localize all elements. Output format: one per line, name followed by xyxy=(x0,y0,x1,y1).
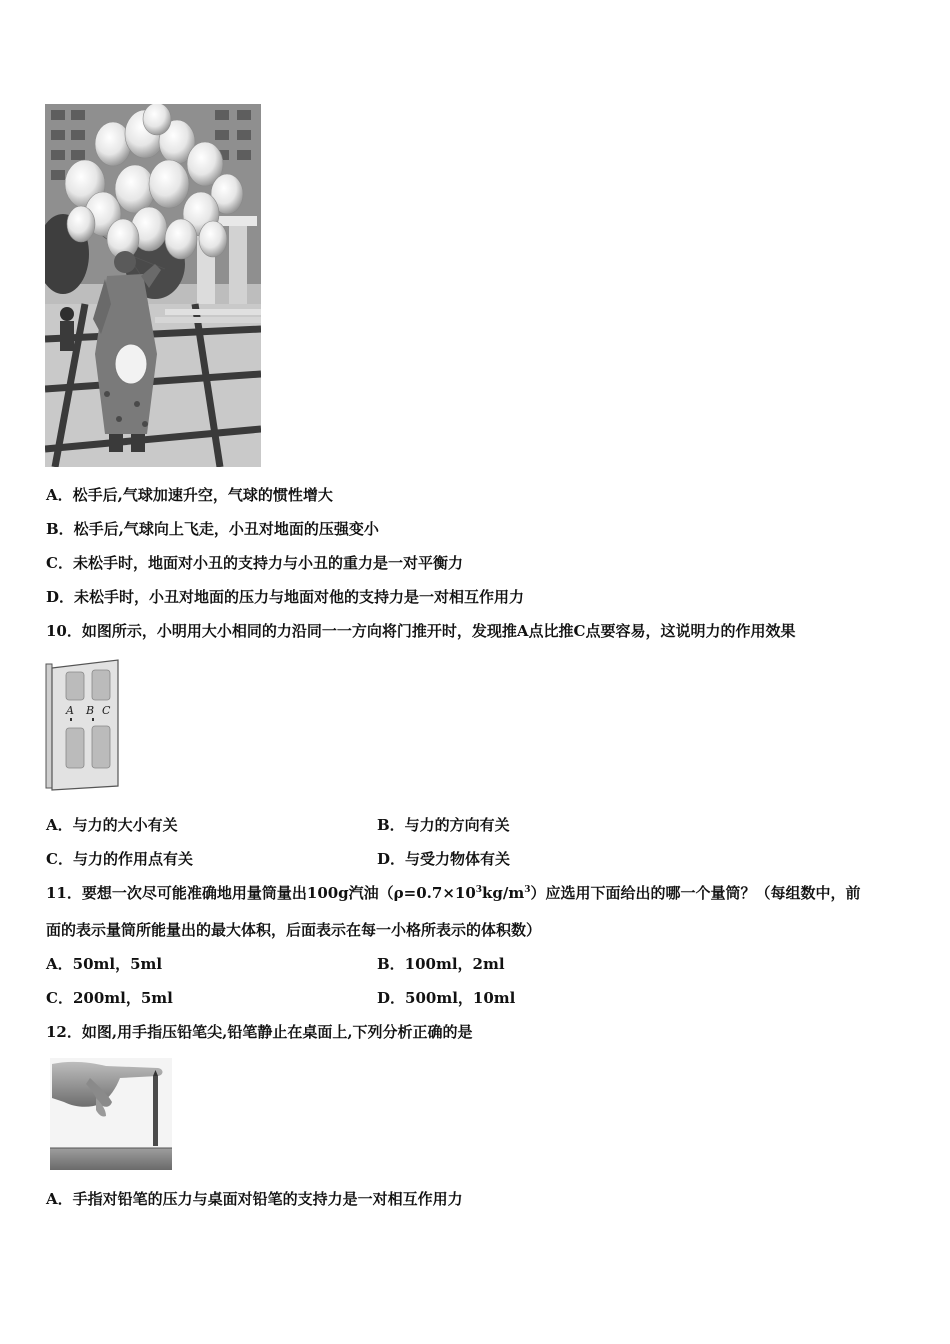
q10-option-c: C．与力的作用点有关 xyxy=(46,850,193,868)
q11-option-d: D．500ml，10ml xyxy=(377,989,516,1007)
clown-balloons-photo xyxy=(45,104,261,467)
q9-option-c: C．未松手时，地面对小丑的支持力与小丑的重力是一对平衡力 xyxy=(46,554,463,572)
door-figure xyxy=(44,658,122,792)
q9-option-a: A．松手后,气球加速升空，气球的惯性增大 xyxy=(46,486,333,504)
q11-option-a: A．50ml，5ml xyxy=(46,955,163,973)
q10-option-d: D．与受力物体有关 xyxy=(377,850,511,868)
q11-option-c: C．200ml，5ml xyxy=(46,989,173,1007)
q12-option-a: A．手指对铅笔的压力与桌面对铅笔的支持力是一对相互作用力 xyxy=(46,1190,463,1208)
q10-stem: 10．如图所示，小明用大小相同的力沿同一一方向将门推开时，发现推A点比推C点要容易，这说明力的作用效果 xyxy=(46,622,796,640)
q11-option-b: B．100ml，2ml xyxy=(377,955,505,973)
q11-stem-line1: 11．要想一次尽可能准确地用量筒量出100g汽油$(\rho=0.7\times 10^3kg/m^3)$应选用下面给出的哪一个量筒？（每组数中，前 xyxy=(46,884,861,902)
q11-stem-line2: 面的表示量筒所能量出的最大体积，后面表示在每一小格所表示的体积数） xyxy=(46,921,542,939)
finger-pencil-figure xyxy=(50,1058,172,1170)
q12-stem: 12．如图,用手指压铅笔尖,铅笔静止在桌面上,下列分析正确的是 xyxy=(46,1023,473,1041)
door-label-a: A xyxy=(66,704,74,717)
door-label-b: B xyxy=(86,704,95,717)
q10-option-b: B．与力的方向有关 xyxy=(377,816,510,834)
q9-option-b: B．松手后,气球向上飞走，小丑对地面的压强变小 xyxy=(46,520,379,538)
door-label-c: C xyxy=(102,704,111,717)
q9-option-d: D．未松手时，小丑对地面的压力与地面对他的支持力是一对相互作用力 xyxy=(46,588,525,606)
q10-option-a: A．与力的大小有关 xyxy=(46,816,178,834)
